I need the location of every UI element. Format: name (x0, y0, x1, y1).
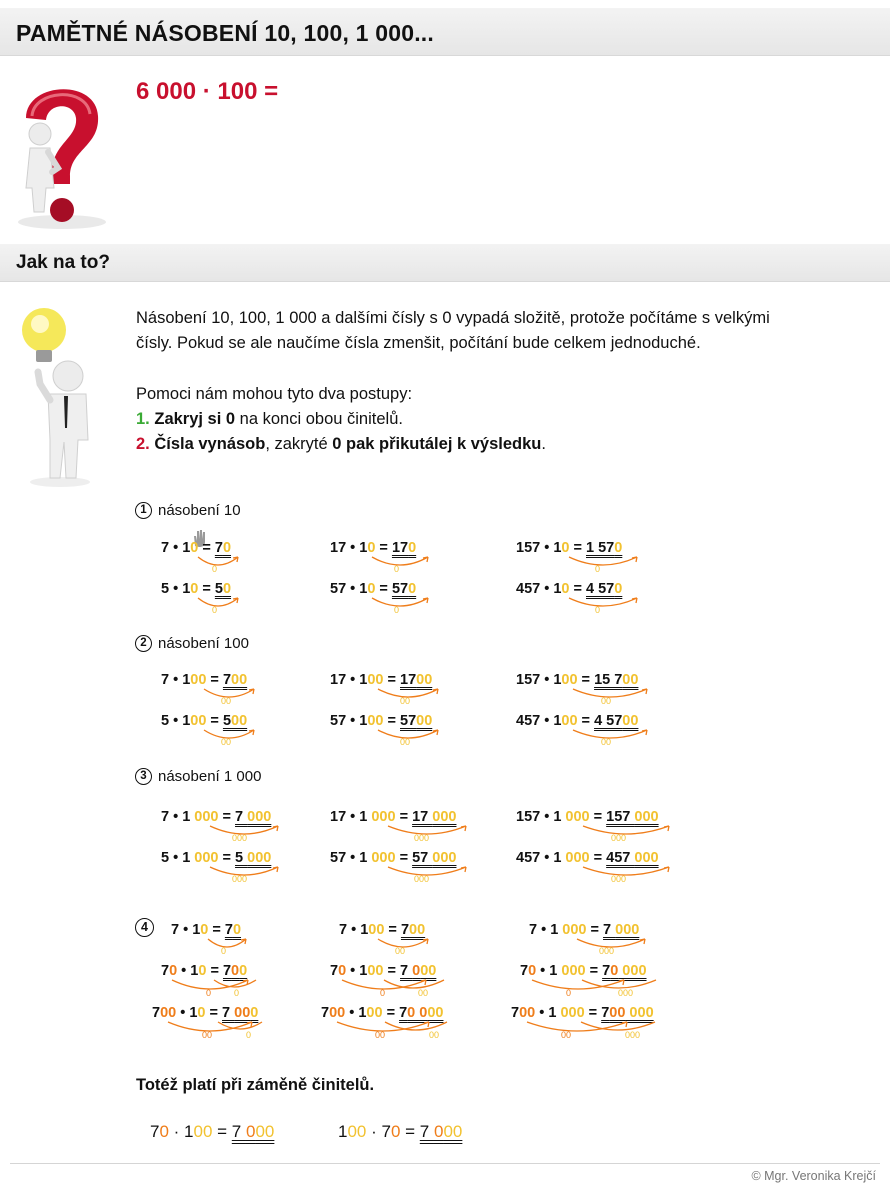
carry-arc (530, 978, 664, 1002)
carry-arc (196, 596, 242, 618)
carry-zeros: 00 (601, 696, 612, 705)
carry-arc (567, 596, 641, 618)
problem-expression: 6 000 · 100 = (136, 78, 279, 105)
intro-line-2: čísly. Pokud se ale naučíme čísla zmenšit, počítání bude celkem jednoduché. (136, 334, 701, 352)
equation-r6-c1: 5 • 1 000 = 5 000 (161, 850, 272, 866)
equation-r4-c1: 5 • 100 = 500 (161, 713, 248, 729)
step-1-rest: na konci obou činitelů. (235, 410, 403, 428)
equation-r2-c2: 57 • 10 = 570 (330, 581, 417, 597)
equation-r3-c1: 7 • 100 = 700 (161, 672, 248, 688)
carry-zeros: 0 (212, 605, 218, 614)
section-3-title: násobení 1 000 (158, 768, 262, 785)
carry-arc (170, 978, 262, 1002)
equation-r1-c3: 157 • 10 = 1 570 (516, 540, 623, 556)
carry-zeros: 00 (400, 737, 411, 746)
equation-s4-c3: 700 • 1 000 = 700 000 (511, 1005, 654, 1021)
equation-s4-b2: 70 • 100 = 7 000 (330, 963, 437, 979)
carry-arc (386, 824, 470, 846)
question-mark-figure-icon (12, 72, 108, 232)
equation-s4-a1: 7 • 10 = 70 (171, 922, 242, 938)
carry-zeros: 00 (221, 737, 232, 746)
commutative-left: 70 · 100 = 7 000 (150, 1122, 275, 1141)
intro-paragraph (136, 306, 876, 457)
section-2-title: násobení 100 (158, 635, 249, 652)
carry-zeros: 00 (601, 737, 612, 746)
carry-zeros: 000 (625, 1030, 641, 1040)
carry-arc (208, 824, 282, 846)
carry-zeros: 000 (232, 874, 248, 883)
equation-r5-c1: 7 • 1 000 = 7 000 (161, 809, 272, 825)
intro-line-3: Pomoci nám mohou tyto dva postupy: (136, 385, 413, 403)
carry-zeros: 0 (212, 564, 218, 573)
carry-arc (202, 687, 258, 709)
equation-s4-a2: 7 • 100 = 700 (339, 922, 426, 938)
carry-zeros: 0 (394, 564, 400, 573)
intro-line-1: Násobení 10, 100, 1 000 a dalšími čísly s 0 vypadá složitě, protože počítáme s velkými (136, 309, 770, 327)
equation-r1-c1: 7 • 10 = 70 (161, 540, 232, 556)
footer-copyright: © Mgr. Veronika Krejčí (751, 1169, 876, 1183)
section-1-title: násobení 10 (158, 502, 241, 519)
carry-zeros: 00 (221, 696, 232, 705)
equation-r5-c2: 17 • 1 000 = 17 000 (330, 809, 457, 825)
carry-zeros: 00 (202, 1030, 213, 1040)
step-2-mid: , zakryté (265, 435, 333, 453)
carry-zeros: 000 (618, 988, 634, 998)
carry-zeros: 0 (394, 605, 400, 614)
equation-s4-c2: 700 • 100 = 70 000 (321, 1005, 444, 1021)
section-2-number: 2 (135, 635, 152, 652)
section-1-number: 1 (135, 502, 152, 519)
commutative-right: 100 · 70 = 7 000 (338, 1122, 463, 1141)
carry-arc (575, 937, 649, 959)
carry-arc (196, 555, 242, 577)
step-1 (136, 407, 876, 432)
carry-arc (166, 1020, 270, 1044)
carry-arc (567, 555, 641, 577)
carry-zeros: 00 (418, 988, 429, 998)
equation-r3-c3: 157 • 100 = 15 700 (516, 672, 639, 688)
carry-arc (376, 687, 442, 709)
carry-zeros: 00 (375, 1030, 386, 1040)
equation-s4-a3: 7 • 1 000 = 7 000 (529, 922, 640, 938)
section-4-heading (135, 918, 160, 937)
step-2-number: 2. (136, 435, 150, 453)
carry-zeros: 000 (414, 833, 430, 842)
section-2-heading (135, 635, 249, 652)
page-title: PAMĚTNÉ NÁSOBENÍ 10, 100, 1 000... (16, 20, 434, 46)
commutative-note: Totéž platí při záměně činitelů. (136, 1076, 375, 1094)
carry-zeros: 0 (595, 564, 601, 573)
equation-r4-c3: 457 • 100 = 4 5700 (516, 713, 639, 729)
carry-zeros: 000 (599, 946, 615, 955)
howto-title: Jak na to? (16, 252, 110, 273)
step-1-bold: Zakryj si 0 (154, 410, 236, 428)
carry-zeros: 0 (206, 988, 212, 998)
carry-zeros: 00 (400, 696, 411, 705)
carry-arc (206, 937, 250, 959)
howto-bar (0, 244, 890, 282)
carry-zeros: 000 (414, 874, 430, 883)
carry-arc (581, 824, 673, 846)
carry-zeros: 0 (380, 988, 386, 998)
carry-arc (571, 728, 651, 750)
carry-zeros: 00 (429, 1030, 440, 1040)
equation-s4-b3: 70 • 1 000 = 70 000 (520, 963, 647, 979)
carry-arc (340, 978, 452, 1002)
equation-r2-c1: 5 • 10 = 50 (161, 581, 232, 597)
section-4-number: 4 (135, 918, 154, 937)
equation-r5-c3: 157 • 1 000 = 157 000 (516, 809, 659, 825)
carry-zeros: 000 (611, 833, 627, 842)
carry-arc (202, 728, 258, 750)
carry-zeros: 0 (566, 988, 572, 998)
carry-arc (370, 555, 432, 577)
equation-r2-c3: 457 • 10 = 4 570 (516, 581, 623, 597)
carry-arc (208, 865, 282, 887)
carry-zeros: 0 (595, 605, 601, 614)
equation-r4-c2: 57 • 100 = 5700 (330, 713, 433, 729)
carry-zeros: 0 (234, 988, 240, 998)
carry-zeros: 0 (246, 1030, 252, 1040)
step-1-number: 1. (136, 410, 150, 428)
carry-zeros: 00 (561, 1030, 572, 1040)
carry-arc (370, 596, 432, 618)
carry-arc (581, 865, 673, 887)
equation-r3-c2: 17 • 100 = 1700 (330, 672, 433, 688)
equation-s4-b1: 70 • 10 = 700 (161, 963, 248, 979)
equation-r6-c3: 457 • 1 000 = 457 000 (516, 850, 659, 866)
section-1-heading (135, 502, 241, 519)
step-2-bold-2: 0 pak přikutálej k výsledku (332, 435, 542, 453)
step-2-bold: Čísla vynásob (154, 435, 266, 453)
lightbulb-figure-icon (20, 300, 100, 490)
carry-zeros: 000 (232, 833, 248, 842)
carry-zeros: 00 (395, 946, 406, 955)
footer-divider (10, 1163, 880, 1164)
section-3-heading (135, 768, 261, 785)
step-2-end: . (541, 435, 546, 453)
title-bar (0, 8, 890, 56)
carry-arc (525, 1020, 665, 1044)
carry-arc (386, 865, 470, 887)
equation-r1-c2: 17 • 10 = 170 (330, 540, 417, 556)
carry-zeros: 000 (611, 874, 627, 883)
carry-arc (335, 1020, 459, 1044)
carry-arc (571, 687, 651, 709)
carry-arc (376, 728, 442, 750)
equation-s4-c1: 700 • 10 = 7 000 (152, 1005, 259, 1021)
section-3-number: 3 (135, 768, 152, 785)
equation-r6-c2: 57 • 1 000 = 57 000 (330, 850, 457, 866)
carry-arc (376, 937, 432, 959)
carry-zeros: 0 (221, 946, 227, 955)
step-2 (136, 432, 876, 457)
